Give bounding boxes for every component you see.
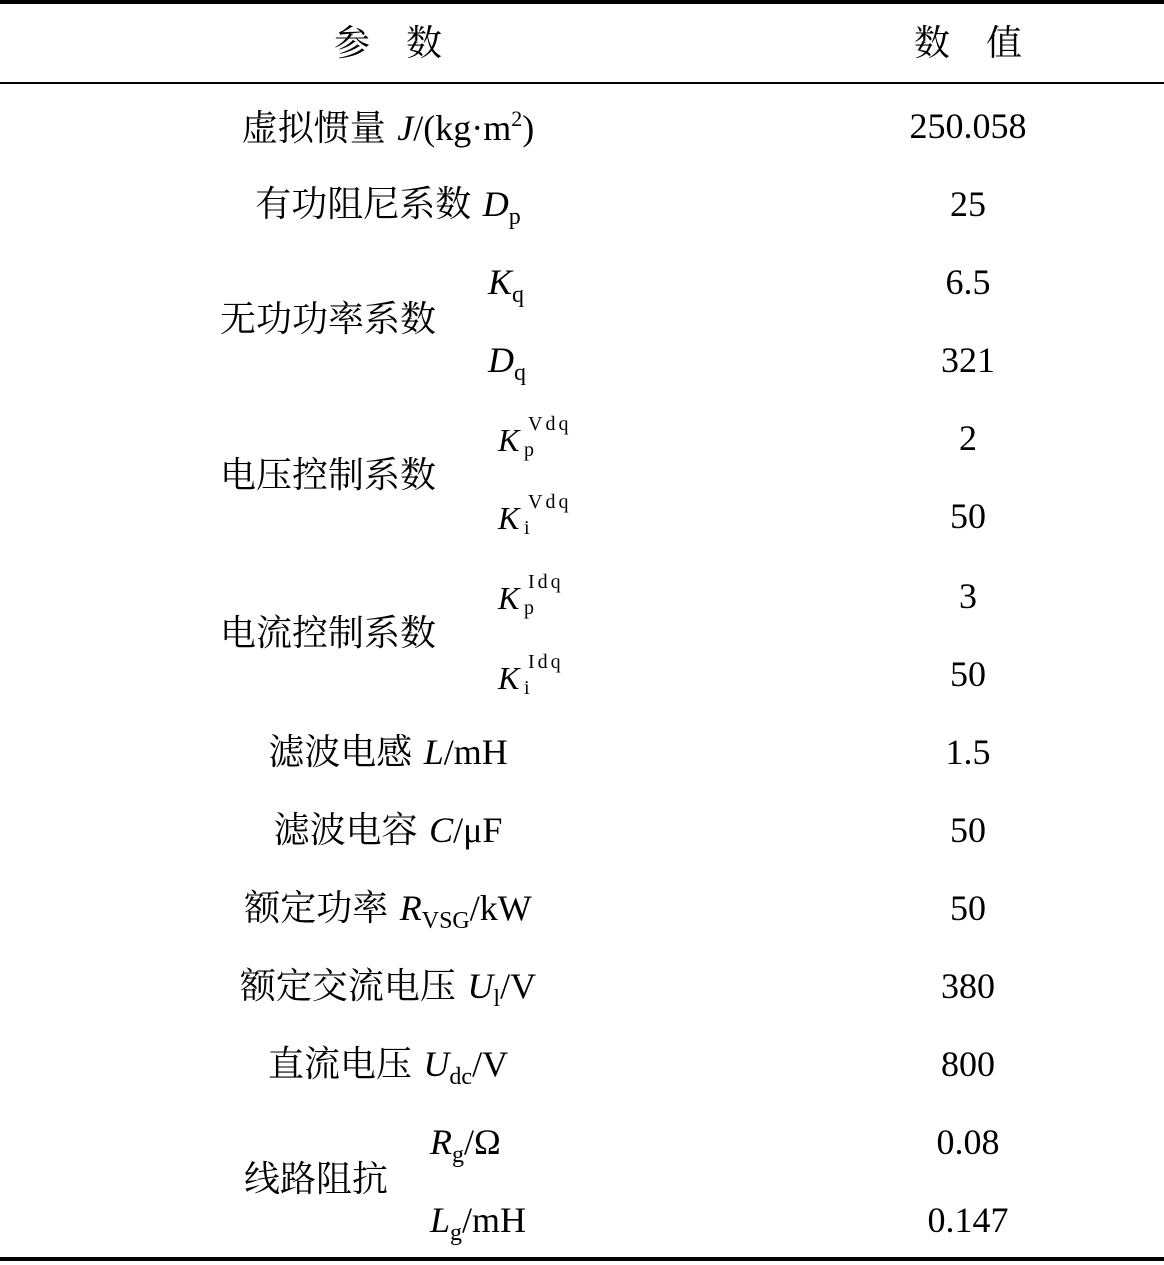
reactive-d-symbol: $D_q$	[488, 340, 526, 386]
group-line-label: 线路阻抗	[244, 1159, 389, 1200]
line-l-symbol: $L_g/mH$	[430, 1200, 527, 1246]
voltage-kp-value: 2	[959, 418, 977, 458]
row-ac-voltage-value: 380	[941, 966, 995, 1006]
line-r-value: 0.08	[936, 1122, 1000, 1162]
group-voltage-label: 电压控制系数	[220, 455, 437, 496]
row-power-value: 50	[950, 888, 986, 928]
group-current-label: 电流控制系数	[220, 613, 437, 654]
reactive-d-value: 321	[941, 340, 995, 380]
value-header: 数 值	[913, 23, 1023, 64]
row-inductor-value: 1.5	[945, 732, 991, 772]
bottom-rule	[0, 1257, 1164, 1261]
top-rule	[0, 0, 1164, 4]
row-dc-voltage-value: 800	[941, 1044, 995, 1084]
row-capacitor-value: 50	[950, 810, 986, 850]
row-inductor-label: 滤波电感 L/mH	[268, 732, 508, 773]
group-reactive-label: 无功功率系数	[220, 299, 437, 340]
row-inertia-label: 虚拟惯量 $J/(kg\cdot m^2)$	[241, 106, 535, 149]
row-power-label: 额定功率 $R_{VSG}/kW$	[244, 888, 532, 934]
header-rule	[0, 82, 1164, 84]
row-inertia-value: 250.058	[909, 106, 1027, 146]
row-damping-label: 有功阻尼系数 $D_p$	[255, 184, 521, 230]
line-l-value: 0.147	[927, 1200, 1009, 1240]
row-damping-value: 25	[950, 184, 986, 224]
voltage-ki-value: 50	[950, 496, 986, 536]
current-ki-value: 50	[950, 654, 986, 694]
current-kp-value: 3	[959, 576, 977, 616]
line-r-symbol: $R_g/\Omega$	[430, 1122, 501, 1168]
param-header: 参 数	[333, 23, 443, 64]
reactive-k-value: 6.5	[945, 262, 991, 302]
row-capacitor-label: 滤波电容 C/μF	[273, 810, 503, 851]
row-dc-voltage-label: 直流电压 $U_{dc}/V$	[267, 1044, 509, 1090]
reactive-k-symbol: $K_q$	[488, 262, 525, 308]
row-ac-voltage-label: 额定交流电压 $U_l/V$	[239, 966, 537, 1012]
